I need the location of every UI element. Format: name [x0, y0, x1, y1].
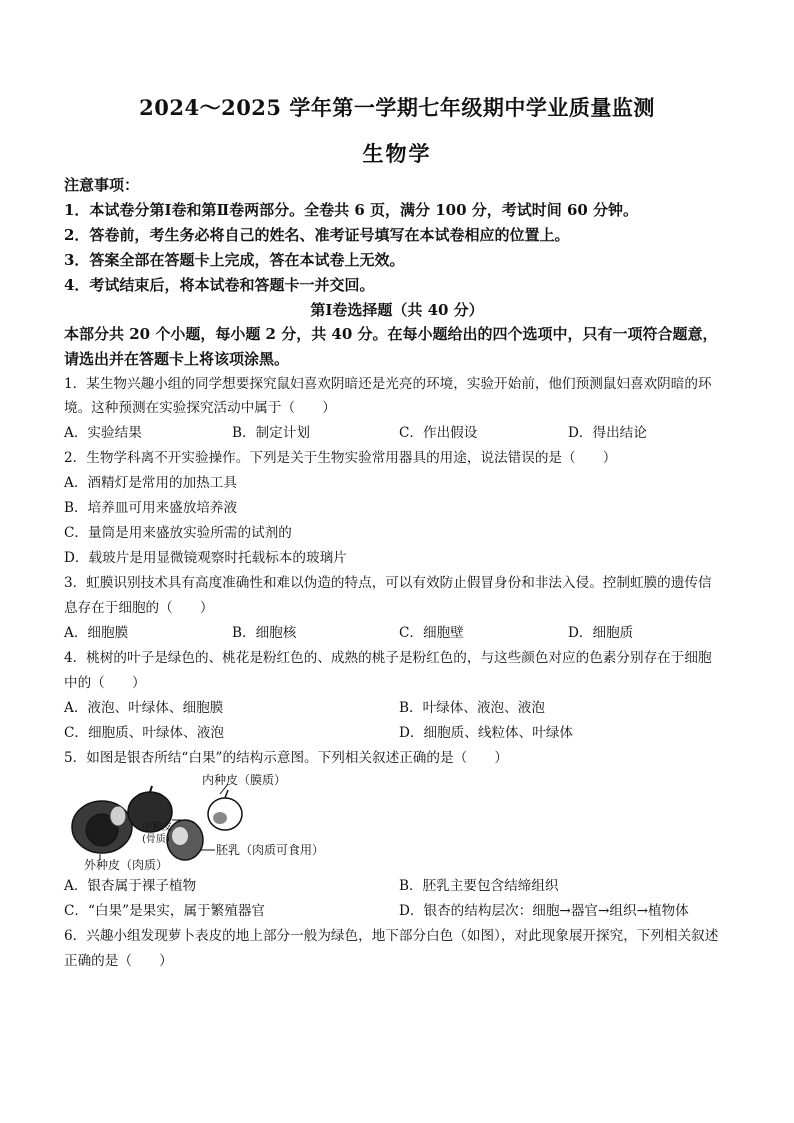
- ginkgo-seed-figure: [60, 772, 325, 872]
- option-d: D．细胞质、线粒体、叶绿体: [399, 725, 574, 741]
- question-stem: 正确的是（ ）: [64, 953, 173, 969]
- question-stem: 2．生物学科离不开实验操作。下列是关于生物实验常用器具的用途，说法错误的是（ ）: [64, 450, 617, 466]
- notice-item: 4．考试结束后，将本试卷和答题卡一并交回。: [64, 276, 375, 294]
- option-c: C．“白果”是果实，属于繁殖器官: [64, 903, 266, 919]
- figure-label-endosperm: 胚乳（肉质可食用）: [216, 843, 325, 857]
- notice-item: 2．答卷前，考生务必将自己的姓名、准考证号填写在本试卷相应的位置上。: [64, 226, 570, 244]
- option-a: A．液泡、叶绿体、细胞膜: [64, 700, 224, 716]
- option-b: B．制定计划: [232, 425, 310, 441]
- question-stem: 6．兴趣小组发现萝卜表皮的地上部分一般为绿色，地下部分白色（如图），对此现象展开探究，下列相关叙述: [64, 928, 719, 944]
- option-c: C．量筒是用来盛放实验所需的试剂的: [64, 525, 292, 541]
- question-stem: 5．如图是银杏所结“白果”的结构示意图。下列相关叙述正确的是（ ）: [64, 750, 508, 766]
- figure-label-outer-coat: 外种皮（肉质）: [84, 858, 169, 872]
- option-c: C．细胞质、叶绿体、液泡: [64, 725, 224, 741]
- figure-label-inner-coat: 内种皮（膜质）: [202, 773, 287, 787]
- option-d: D．细胞质: [568, 625, 634, 641]
- question-stem: 息存在于细胞的（ ）: [64, 600, 214, 616]
- option-d: D．银杏的结构层次：细胞→器官→组织→植物体: [399, 903, 689, 919]
- option-b: B．叶绿体、液泡、液泡: [399, 700, 545, 716]
- notice-heading: 注意事项：: [64, 176, 140, 194]
- option-d: D．得出结论: [568, 425, 647, 441]
- question-stem: 3．虹膜识别技术具有高度准确性和难以伪造的特点，可以有效防止假冒身份和非法入侵。控制虹膜的遗传信: [64, 575, 712, 591]
- option-a: A．银杏属于裸子植物: [64, 878, 197, 894]
- option-b: B．细胞核: [232, 625, 297, 641]
- question-stem: 4．桃树的叶子是绿色的、桃花是粉红色的、成熟的桃子是粉红色的，与这些颜色对应的色素分别存在于细胞: [64, 650, 712, 666]
- section-title: 第Ⅰ卷选择题（共 40 分）: [310, 301, 484, 319]
- option-b: B．培养皿可用来盛放培养液: [64, 500, 238, 516]
- question-stem: 中的（ ）: [64, 675, 146, 691]
- exam-title: 2024～2025 学年第一学期七年级期中学业质量监测: [139, 95, 655, 120]
- notice-item: 3．答案全部在答题卡上完成，答在本试卷上无效。: [64, 251, 405, 269]
- option-a: A．细胞膜: [64, 625, 129, 641]
- option-c: C．作出假设: [399, 425, 478, 441]
- question-stem: 1．某生物兴趣小组的同学想要探究鼠妇喜欢阴暗还是光亮的环境，实验开始前，他们预测鼠妇喜欢阴暗的环: [64, 376, 712, 392]
- option-c: C．细胞壁: [399, 625, 464, 641]
- section-instruction: 请选出并在答题卡上将该项涂黑。: [64, 350, 290, 368]
- option-d: D．载玻片是用显微镜观察时托载标本的玻璃片: [64, 550, 347, 566]
- option-a: A．实验结果: [64, 425, 142, 441]
- exam-subject: 生物学: [362, 141, 432, 166]
- option-a: A．酒精灯是常用的加热工具: [64, 475, 237, 491]
- figure-label-middle-coat: 中种皮: [142, 822, 172, 833]
- figure-label-middle-coat-note: (骨质): [142, 834, 170, 845]
- notice-item: 1．本试卷分第Ⅰ卷和第Ⅱ卷两部分。全卷共 6 页，满分 100 分，考试时间 60 分钟。: [64, 201, 639, 219]
- option-b: B．胚乳主要包含结缔组织: [399, 878, 559, 894]
- section-instruction: 本部分共 20 个小题，每小题 2 分，共 40 分。在每小题给出的四个选项中，只有一项符合题意，: [64, 325, 718, 343]
- question-stem: 境。这种预测在实验探究活动中属于（ ）: [64, 400, 336, 416]
